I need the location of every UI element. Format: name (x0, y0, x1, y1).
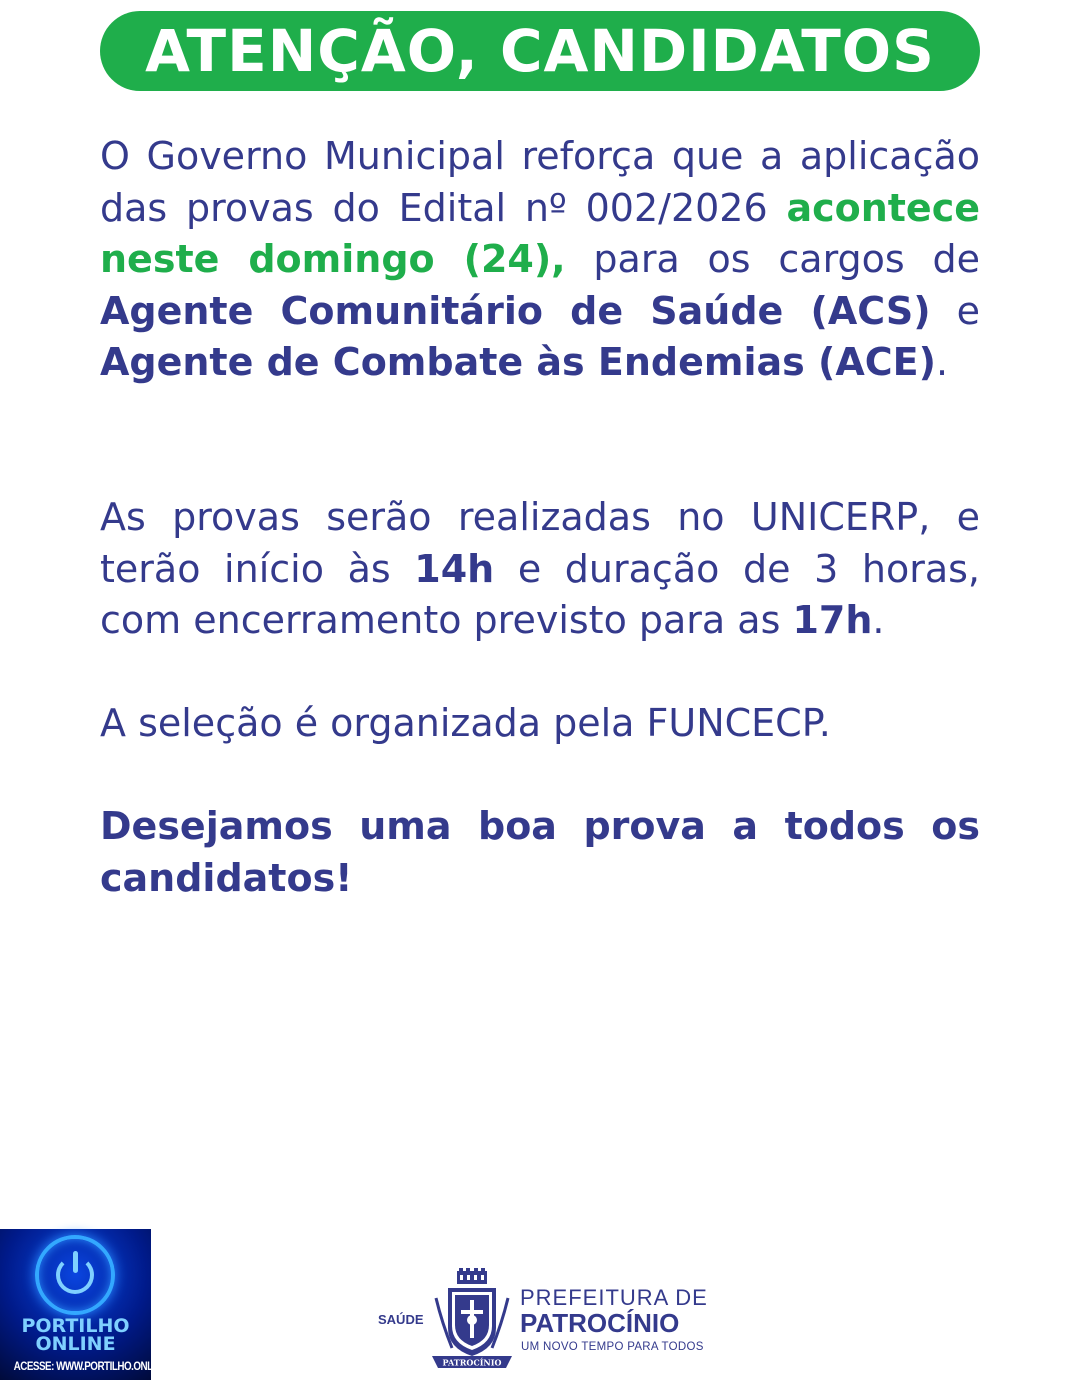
text-segment: As provas serão realizadas no UNICERP, e terão início às (100, 495, 980, 591)
org-name-line2: PATROCÍNIO (520, 1308, 680, 1338)
paragraph-organizer: A seleção é organizada pela FUNCECP. (100, 701, 831, 745)
text-segment: e duração de 3 horas, com encerramento previsto para as (100, 546, 980, 642)
text-segment: . (935, 340, 949, 384)
text-segment: . (872, 598, 885, 642)
paragraph-exam-time (100, 492, 980, 647)
start-time: 14h (414, 546, 495, 591)
portilho-online-badge[interactable] (0, 1229, 168, 1380)
role-ace: Agente de Combate às Endemias (ACE) (100, 340, 936, 384)
badge-url: ACESSE: WWW.PORTILHO.ONLINE (13, 1359, 168, 1373)
org-slogan: UM NOVO TEMPO PARA TODOS (521, 1341, 704, 1353)
end-time: 17h (792, 598, 873, 642)
crest-ribbon-text: PATROCÍNIO (442, 1357, 502, 1368)
title-banner (100, 11, 980, 91)
badge-line2: ONLINE (35, 1333, 116, 1355)
banner-title: ATENÇÃO, CANDIDATOS (145, 17, 935, 85)
power-icon (35, 1235, 115, 1315)
power-bar (73, 1251, 78, 1273)
badge-line1: PORTILHO (21, 1315, 130, 1337)
text-segment: para os cargos de (565, 237, 980, 281)
paragraph-exam-date (100, 131, 980, 389)
text-segment: O Governo Municipal reforça que a aplicação das provas do Edital nº 002/2026 (100, 134, 980, 230)
footer-department: SAÚDE (378, 1312, 424, 1327)
date-highlight: acontece neste domingo (24), (100, 185, 980, 281)
role-acs: Agente Comunitário de Saúde (ACS) (100, 288, 931, 333)
org-name-line1: PREFEITURA DE (520, 1285, 708, 1310)
text-segment: e (930, 288, 980, 333)
city-crest-icon (430, 1268, 514, 1374)
paragraph-good-luck: Desejamos uma boa prova a todos os candidatos! (100, 804, 980, 900)
